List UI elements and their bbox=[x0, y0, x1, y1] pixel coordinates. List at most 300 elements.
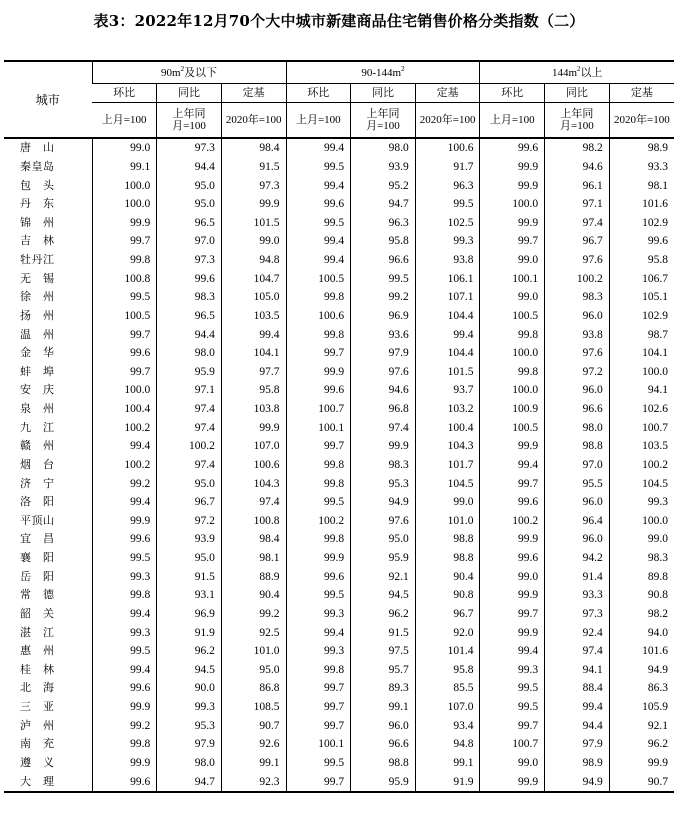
index-value-cell: 99.9 bbox=[221, 195, 286, 214]
index-value-cell: 99.4 bbox=[286, 138, 351, 158]
index-value-cell: 100.0 bbox=[92, 195, 157, 214]
city-name: 徐州 bbox=[20, 290, 54, 304]
index-value-cell: 99.5 bbox=[286, 493, 351, 512]
index-value-cell: 101.0 bbox=[415, 512, 480, 531]
index-value-cell: 98.1 bbox=[609, 176, 674, 195]
index-value-cell: 99.9 bbox=[92, 214, 157, 233]
index-value-cell: 91.5 bbox=[157, 567, 222, 586]
base-row bbox=[4, 103, 674, 139]
index-value-cell: 88.4 bbox=[545, 679, 610, 698]
index-value-cell: 99.5 bbox=[480, 698, 545, 717]
index-value-cell: 99.3 bbox=[92, 623, 157, 642]
index-value-cell: 100.2 bbox=[157, 437, 222, 456]
index-value-cell: 99.0 bbox=[415, 493, 480, 512]
index-value-cell: 99.3 bbox=[157, 698, 222, 717]
index-value-cell: 99.7 bbox=[286, 772, 351, 792]
subheader-fixed: 定基 bbox=[609, 84, 674, 103]
table-title: 表3：2022年12月70个大中城市新建商品住宅销售价格分类指数（二） bbox=[93, 12, 585, 30]
index-value-cell: 104.1 bbox=[609, 344, 674, 363]
index-value-cell: 99.7 bbox=[286, 698, 351, 717]
table-row bbox=[4, 661, 674, 680]
index-value-cell: 96.0 bbox=[545, 530, 610, 549]
city-name-cell bbox=[4, 605, 92, 624]
index-value-cell: 95.3 bbox=[351, 474, 416, 493]
index-value-cell: 100.2 bbox=[545, 269, 610, 288]
index-value-cell: 100.0 bbox=[92, 381, 157, 400]
index-value-cell: 94.4 bbox=[157, 325, 222, 344]
index-value-cell: 97.4 bbox=[157, 400, 222, 419]
index-value-cell: 98.8 bbox=[415, 530, 480, 549]
index-value-cell: 90.8 bbox=[415, 586, 480, 605]
subheader-fixed: 定基 bbox=[415, 84, 480, 103]
table-row bbox=[4, 530, 674, 549]
index-value-cell: 99.4 bbox=[286, 176, 351, 195]
index-value-cell: 95.0 bbox=[157, 195, 222, 214]
index-value-cell: 100.2 bbox=[609, 456, 674, 475]
city-name: 宜昌 bbox=[20, 532, 54, 546]
index-value-cell: 95.8 bbox=[415, 661, 480, 680]
city-name-cell bbox=[4, 251, 92, 270]
index-value-cell: 97.9 bbox=[157, 735, 222, 754]
city-name: 大理 bbox=[20, 774, 54, 788]
city-name: 牡丹江 bbox=[20, 253, 54, 267]
index-value-cell: 96.9 bbox=[157, 605, 222, 624]
index-value-cell: 98.3 bbox=[545, 288, 610, 307]
index-value-cell: 96.5 bbox=[157, 214, 222, 233]
city-name: 锦州 bbox=[20, 215, 54, 229]
city-name-cell bbox=[4, 474, 92, 493]
group-header-large: $144m^2$以上 bbox=[480, 61, 674, 84]
index-value-cell: 99.6 bbox=[92, 772, 157, 792]
table-row bbox=[4, 456, 674, 475]
index-value-cell: 108.5 bbox=[221, 698, 286, 717]
city-name-cell bbox=[4, 661, 92, 680]
index-value-cell: 99.7 bbox=[480, 232, 545, 251]
city-name-cell bbox=[4, 138, 92, 158]
index-value-cell: 100.9 bbox=[480, 400, 545, 419]
index-value-cell: 104.1 bbox=[221, 344, 286, 363]
index-value-cell: 93.6 bbox=[351, 325, 416, 344]
index-value-cell: 99.0 bbox=[480, 251, 545, 270]
index-value-cell: 99.4 bbox=[480, 642, 545, 661]
index-value-cell: 99.9 bbox=[286, 549, 351, 568]
index-value-cell: 99.5 bbox=[415, 195, 480, 214]
index-value-cell: 99.5 bbox=[286, 158, 351, 177]
index-value-cell: 94.6 bbox=[545, 158, 610, 177]
index-value-cell: 99.9 bbox=[480, 437, 545, 456]
city-name-cell bbox=[4, 381, 92, 400]
table-row bbox=[4, 418, 674, 437]
index-value-cell: 99.9 bbox=[92, 698, 157, 717]
index-value-cell: 104.7 bbox=[221, 269, 286, 288]
city-name: 无锡 bbox=[20, 271, 54, 285]
index-value-cell: 99.9 bbox=[221, 418, 286, 437]
index-value-cell: 95.8 bbox=[221, 381, 286, 400]
city-name-cell bbox=[4, 325, 92, 344]
base-fixed: 2020年=100 bbox=[415, 103, 480, 139]
index-value-cell: 96.7 bbox=[415, 605, 480, 624]
index-value-cell: 100.5 bbox=[480, 307, 545, 326]
table-row bbox=[4, 232, 674, 251]
index-value-cell: 99.2 bbox=[351, 288, 416, 307]
index-value-cell: 100.6 bbox=[415, 138, 480, 158]
index-value-cell: 93.3 bbox=[545, 586, 610, 605]
city-name: 常德 bbox=[20, 588, 54, 602]
index-value-cell: 101.6 bbox=[609, 195, 674, 214]
index-value-cell: 94.7 bbox=[157, 772, 222, 792]
index-value-cell: 97.9 bbox=[351, 344, 416, 363]
index-value-cell: 99.9 bbox=[480, 158, 545, 177]
index-value-cell: 94.9 bbox=[351, 493, 416, 512]
index-value-cell: 88.9 bbox=[221, 567, 286, 586]
index-value-cell: 95.5 bbox=[545, 474, 610, 493]
index-value-cell: 99.0 bbox=[480, 567, 545, 586]
index-value-cell: 97.4 bbox=[545, 642, 610, 661]
index-value-cell: 93.1 bbox=[157, 586, 222, 605]
index-value-cell: 99.9 bbox=[480, 772, 545, 792]
table-row bbox=[4, 679, 674, 698]
city-name: 遵义 bbox=[20, 755, 54, 769]
city-name-cell bbox=[4, 586, 92, 605]
table-header bbox=[4, 61, 674, 138]
index-value-cell: 99.9 bbox=[92, 512, 157, 531]
index-value-cell: 101.5 bbox=[415, 363, 480, 382]
city-name: 湛江 bbox=[20, 625, 54, 639]
city-name-cell bbox=[4, 400, 92, 419]
index-value-cell: 100.7 bbox=[609, 418, 674, 437]
index-value-cell: 94.2 bbox=[545, 549, 610, 568]
index-value-cell: 95.9 bbox=[157, 363, 222, 382]
index-value-cell: 94.8 bbox=[221, 251, 286, 270]
index-value-cell: 91.5 bbox=[221, 158, 286, 177]
table-row bbox=[4, 512, 674, 531]
subheader-row bbox=[4, 84, 674, 103]
index-value-cell: 96.2 bbox=[609, 735, 674, 754]
city-name-cell bbox=[4, 456, 92, 475]
index-value-cell: 99.7 bbox=[286, 716, 351, 735]
index-value-cell: 97.3 bbox=[545, 605, 610, 624]
index-value-cell: 99.7 bbox=[480, 474, 545, 493]
index-value-cell: 94.1 bbox=[545, 661, 610, 680]
index-value-cell: 99.8 bbox=[92, 251, 157, 270]
index-value-cell: 102.9 bbox=[609, 307, 674, 326]
index-value-cell: 99.5 bbox=[92, 288, 157, 307]
index-value-cell: 98.4 bbox=[221, 138, 286, 158]
index-value-cell: 100.8 bbox=[92, 269, 157, 288]
table-row bbox=[4, 214, 674, 233]
index-value-cell: 99.7 bbox=[480, 605, 545, 624]
city-name: 惠州 bbox=[20, 644, 54, 658]
index-value-cell: 99.8 bbox=[286, 661, 351, 680]
index-value-cell: 102.6 bbox=[609, 400, 674, 419]
city-name: 洛阳 bbox=[20, 495, 54, 509]
index-value-cell: 91.4 bbox=[545, 567, 610, 586]
index-value-cell: 99.8 bbox=[286, 456, 351, 475]
group-header-small: $90m^2$及以下 bbox=[92, 61, 286, 84]
index-value-cell: 94.5 bbox=[157, 661, 222, 680]
city-name: 包头 bbox=[20, 178, 54, 192]
index-value-cell: 97.7 bbox=[221, 363, 286, 382]
table-row bbox=[4, 493, 674, 512]
index-value-cell: 97.5 bbox=[351, 642, 416, 661]
index-value-cell: 89.3 bbox=[351, 679, 416, 698]
table-row bbox=[4, 158, 674, 177]
index-value-cell: 99.7 bbox=[92, 363, 157, 382]
table-row bbox=[4, 586, 674, 605]
index-value-cell: 96.8 bbox=[351, 400, 416, 419]
index-value-cell: 98.9 bbox=[609, 138, 674, 158]
index-value-cell: 99.9 bbox=[609, 754, 674, 773]
base-yoy: 上年同 月=100 bbox=[545, 103, 610, 139]
index-value-cell: 99.3 bbox=[609, 493, 674, 512]
index-value-cell: 99.9 bbox=[480, 176, 545, 195]
index-value-cell: 97.6 bbox=[351, 363, 416, 382]
index-value-cell: 99.6 bbox=[92, 679, 157, 698]
table-row bbox=[4, 735, 674, 754]
city-name: 襄阳 bbox=[20, 551, 54, 565]
index-value-cell: 96.6 bbox=[351, 251, 416, 270]
index-value-cell: 99.5 bbox=[286, 754, 351, 773]
index-value-cell: 99.8 bbox=[286, 474, 351, 493]
index-value-cell: 99.5 bbox=[92, 549, 157, 568]
index-value-cell: 100.2 bbox=[92, 418, 157, 437]
index-value-cell: 99.6 bbox=[609, 232, 674, 251]
index-value-cell: 99.8 bbox=[92, 735, 157, 754]
index-value-cell: 99.2 bbox=[221, 605, 286, 624]
index-value-cell: 99.6 bbox=[92, 530, 157, 549]
table-row bbox=[4, 288, 674, 307]
index-value-cell: 106.1 bbox=[415, 269, 480, 288]
index-value-cell: 98.3 bbox=[157, 288, 222, 307]
index-value-cell: 99.4 bbox=[92, 661, 157, 680]
index-value-cell: 94.4 bbox=[545, 716, 610, 735]
base-yoy: 上年同 月=100 bbox=[351, 103, 416, 139]
index-value-cell: 105.9 bbox=[609, 698, 674, 717]
index-value-cell: 97.4 bbox=[157, 418, 222, 437]
index-value-cell: 97.1 bbox=[545, 195, 610, 214]
index-value-cell: 105.1 bbox=[609, 288, 674, 307]
index-value-cell: 96.7 bbox=[157, 493, 222, 512]
city-name-cell bbox=[4, 437, 92, 456]
city-name-cell bbox=[4, 214, 92, 233]
index-value-cell: 99.3 bbox=[286, 642, 351, 661]
index-value-cell: 89.8 bbox=[609, 567, 674, 586]
subheader-mom: 环比 bbox=[92, 84, 157, 103]
index-value-cell: 99.0 bbox=[480, 754, 545, 773]
index-value-cell: 94.5 bbox=[351, 586, 416, 605]
table-row bbox=[4, 772, 674, 792]
index-value-cell: 90.7 bbox=[221, 716, 286, 735]
index-value-cell: 94.1 bbox=[609, 381, 674, 400]
index-value-cell: 99.6 bbox=[157, 269, 222, 288]
index-value-cell: 99.0 bbox=[609, 530, 674, 549]
index-value-cell: 95.9 bbox=[351, 772, 416, 792]
index-value-cell: 98.7 bbox=[609, 325, 674, 344]
index-value-cell: 100.5 bbox=[286, 269, 351, 288]
index-value-cell: 98.8 bbox=[545, 437, 610, 456]
city-name: 金华 bbox=[20, 346, 54, 360]
table-body bbox=[4, 138, 674, 792]
index-value-cell: 100.1 bbox=[480, 269, 545, 288]
table-row bbox=[4, 623, 674, 642]
index-value-cell: 100.5 bbox=[92, 307, 157, 326]
index-value-cell: 99.4 bbox=[92, 437, 157, 456]
index-value-cell: 93.8 bbox=[545, 325, 610, 344]
index-value-cell: 99.9 bbox=[480, 530, 545, 549]
index-value-cell: 85.5 bbox=[415, 679, 480, 698]
index-value-cell: 100.2 bbox=[480, 512, 545, 531]
index-value-cell: 99.5 bbox=[286, 586, 351, 605]
city-name-cell bbox=[4, 176, 92, 195]
base-mom: 上月=100 bbox=[480, 103, 545, 139]
city-name-cell bbox=[4, 512, 92, 531]
index-value-cell: 99.8 bbox=[480, 363, 545, 382]
index-value-cell: 98.2 bbox=[609, 605, 674, 624]
index-value-cell: 99.7 bbox=[480, 716, 545, 735]
index-value-cell: 86.8 bbox=[221, 679, 286, 698]
city-name-cell bbox=[4, 307, 92, 326]
index-value-cell: 98.0 bbox=[545, 418, 610, 437]
index-value-cell: 95.8 bbox=[351, 232, 416, 251]
subheader-yoy: 同比 bbox=[157, 84, 222, 103]
index-value-cell: 104.5 bbox=[415, 474, 480, 493]
index-value-cell: 96.0 bbox=[545, 307, 610, 326]
index-value-cell: 100.0 bbox=[609, 363, 674, 382]
city-name-cell bbox=[4, 269, 92, 288]
index-value-cell: 107.1 bbox=[415, 288, 480, 307]
index-value-cell: 99.7 bbox=[286, 344, 351, 363]
index-value-cell: 101.6 bbox=[609, 642, 674, 661]
table-row bbox=[4, 567, 674, 586]
city-name: 平顶山 bbox=[20, 513, 54, 527]
city-column-header: 城市 bbox=[4, 61, 92, 138]
index-value-cell: 99.7 bbox=[92, 232, 157, 251]
index-value-cell: 99.9 bbox=[92, 754, 157, 773]
index-value-cell: 97.1 bbox=[157, 381, 222, 400]
index-value-cell: 98.0 bbox=[157, 344, 222, 363]
index-value-cell: 95.2 bbox=[351, 176, 416, 195]
city-name: 三亚 bbox=[20, 700, 54, 714]
index-value-cell: 94.9 bbox=[545, 772, 610, 792]
index-value-cell: 95.0 bbox=[221, 661, 286, 680]
index-value-cell: 98.0 bbox=[157, 754, 222, 773]
index-value-cell: 97.4 bbox=[157, 456, 222, 475]
city-name-cell bbox=[4, 772, 92, 792]
index-value-cell: 97.0 bbox=[157, 232, 222, 251]
index-value-cell: 99.4 bbox=[415, 325, 480, 344]
index-value-cell: 93.9 bbox=[157, 530, 222, 549]
table-row bbox=[4, 605, 674, 624]
city-name: 韶关 bbox=[20, 606, 54, 620]
city-name-cell bbox=[4, 530, 92, 549]
city-name: 烟台 bbox=[20, 457, 54, 471]
index-value-cell: 100.0 bbox=[480, 344, 545, 363]
index-value-cell: 103.2 bbox=[415, 400, 480, 419]
index-value-cell: 101.4 bbox=[415, 642, 480, 661]
index-value-cell: 100.4 bbox=[92, 400, 157, 419]
index-value-cell: 100.0 bbox=[92, 176, 157, 195]
index-value-cell: 91.9 bbox=[157, 623, 222, 642]
subheader-fixed: 定基 bbox=[221, 84, 286, 103]
city-name-cell bbox=[4, 288, 92, 307]
city-name: 九江 bbox=[20, 420, 54, 434]
index-value-cell: 101.0 bbox=[221, 642, 286, 661]
index-value-cell: 96.5 bbox=[157, 307, 222, 326]
index-value-cell: 94.8 bbox=[415, 735, 480, 754]
index-value-cell: 94.6 bbox=[351, 381, 416, 400]
index-value-cell: 99.3 bbox=[92, 567, 157, 586]
city-name: 唐山 bbox=[20, 141, 54, 155]
index-value-cell: 97.6 bbox=[351, 512, 416, 531]
index-value-cell: 100.0 bbox=[480, 381, 545, 400]
index-value-cell: 95.9 bbox=[351, 549, 416, 568]
base-fixed: 2020年=100 bbox=[221, 103, 286, 139]
index-value-cell: 99.0 bbox=[92, 138, 157, 158]
table-row bbox=[4, 642, 674, 661]
city-name: 赣州 bbox=[20, 439, 54, 453]
index-value-cell: 99.1 bbox=[92, 158, 157, 177]
index-value-cell: 93.3 bbox=[609, 158, 674, 177]
index-value-cell: 104.3 bbox=[221, 474, 286, 493]
table-row bbox=[4, 325, 674, 344]
index-value-cell: 90.0 bbox=[157, 679, 222, 698]
index-value-cell: 98.4 bbox=[221, 530, 286, 549]
index-value-cell: 96.0 bbox=[351, 716, 416, 735]
index-value-cell: 96.3 bbox=[351, 214, 416, 233]
index-value-cell: 99.5 bbox=[351, 269, 416, 288]
index-value-cell: 91.9 bbox=[415, 772, 480, 792]
index-value-cell: 99.9 bbox=[286, 363, 351, 382]
index-value-cell: 99.8 bbox=[286, 530, 351, 549]
city-name: 安庆 bbox=[20, 383, 54, 397]
city-name-cell bbox=[4, 623, 92, 642]
base-mom: 上月=100 bbox=[92, 103, 157, 139]
city-name: 泸州 bbox=[20, 718, 54, 732]
index-value-cell: 86.3 bbox=[609, 679, 674, 698]
index-value-cell: 96.2 bbox=[157, 642, 222, 661]
index-value-cell: 99.6 bbox=[286, 195, 351, 214]
index-value-cell: 99.6 bbox=[92, 344, 157, 363]
index-value-cell: 98.1 bbox=[221, 549, 286, 568]
index-value-cell: 93.4 bbox=[415, 716, 480, 735]
index-value-cell: 99.9 bbox=[351, 437, 416, 456]
index-value-cell: 94.9 bbox=[609, 661, 674, 680]
index-value-cell: 100.1 bbox=[286, 418, 351, 437]
index-value-cell: 100.4 bbox=[415, 418, 480, 437]
index-value-cell: 99.3 bbox=[480, 661, 545, 680]
city-name-cell bbox=[4, 716, 92, 735]
index-value-cell: 99.5 bbox=[286, 214, 351, 233]
index-value-cell: 95.7 bbox=[351, 661, 416, 680]
city-name-cell bbox=[4, 232, 92, 251]
index-value-cell: 99.4 bbox=[286, 232, 351, 251]
index-value-cell: 92.5 bbox=[221, 623, 286, 642]
index-value-cell: 99.7 bbox=[92, 325, 157, 344]
table-row bbox=[4, 716, 674, 735]
index-value-cell: 92.0 bbox=[415, 623, 480, 642]
index-value-cell: 98.3 bbox=[351, 456, 416, 475]
index-value-cell: 97.4 bbox=[221, 493, 286, 512]
index-value-cell: 94.7 bbox=[351, 195, 416, 214]
city-name-cell bbox=[4, 549, 92, 568]
index-value-cell: 98.0 bbox=[351, 138, 416, 158]
index-value-cell: 93.8 bbox=[415, 251, 480, 270]
index-value-cell: 101.5 bbox=[221, 214, 286, 233]
index-value-cell: 97.0 bbox=[545, 456, 610, 475]
index-value-cell: 99.6 bbox=[480, 138, 545, 158]
index-value-cell: 95.3 bbox=[157, 716, 222, 735]
index-value-cell: 99.9 bbox=[480, 586, 545, 605]
